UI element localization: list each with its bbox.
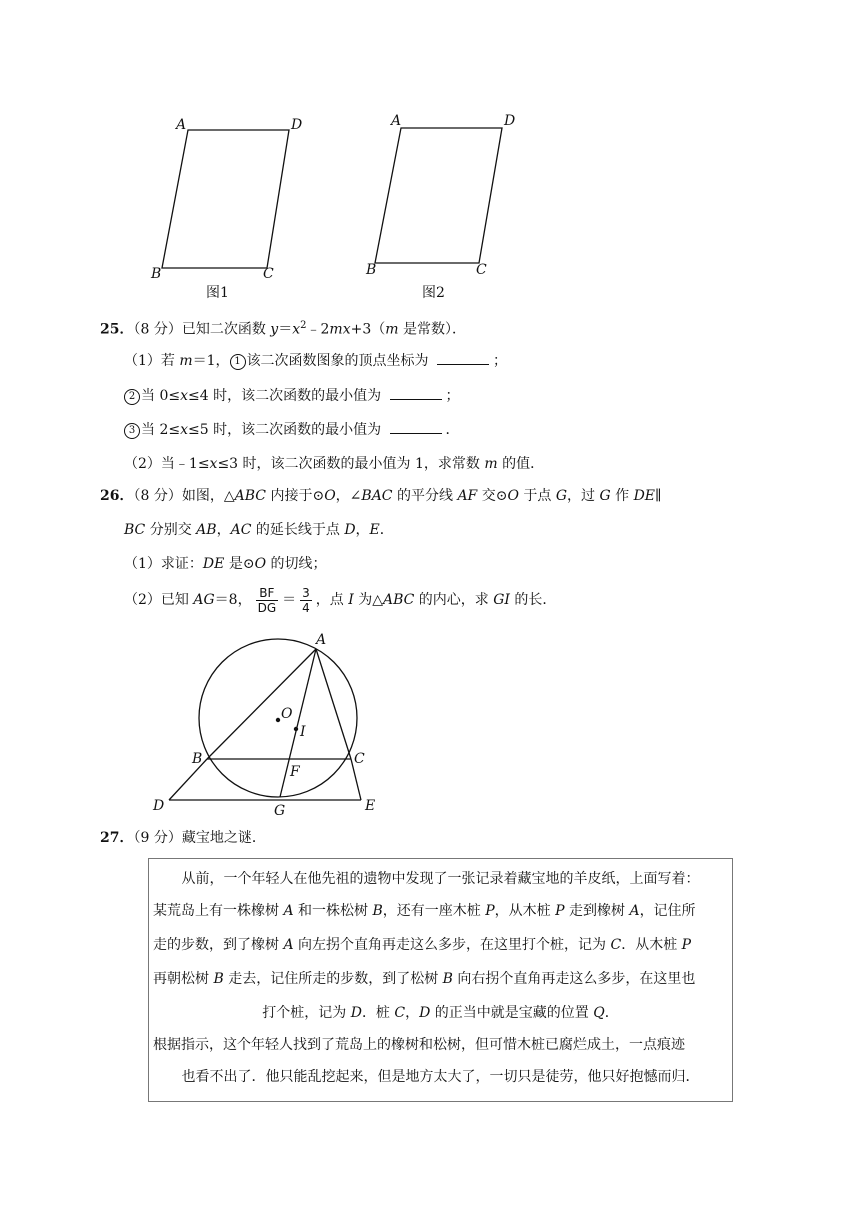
story-text: ．桩: [361, 1005, 395, 1021]
q26-score: （8 分）: [133, 488, 182, 504]
q25-p3-end: ．: [445, 422, 460, 438]
q26-var: G: [555, 488, 568, 504]
q26-var: BC: [124, 522, 146, 538]
q25-p1-text: 该二次函数图象的顶点坐标为: [246, 353, 434, 369]
fraction-numerator: BF: [256, 586, 279, 601]
q25-p1-var: m: [179, 353, 193, 369]
q25-exp: 2: [300, 320, 307, 331]
circle-triangle-figure: [145, 625, 395, 825]
circled-number-2: 2: [124, 389, 140, 405]
q26-text: 如图，△: [181, 488, 235, 504]
circled-number-3: 3: [124, 423, 140, 439]
q25-score: （8 分）: [133, 321, 182, 338]
q26-p2-var: GI: [493, 592, 510, 608]
q27-stem: [100, 828, 266, 848]
fraction-numerator: 3: [302, 585, 310, 600]
story-var: D: [419, 1005, 431, 1021]
q26-text: 于点: [518, 488, 556, 504]
fig2-caption: 图2: [422, 285, 445, 301]
fraction-bf-dg: [256, 586, 279, 615]
story-var: A: [629, 903, 640, 919]
fraction-denominator: DG: [257, 600, 277, 615]
q27-title: 藏宝地之谜．: [181, 830, 266, 846]
story-box: [148, 858, 733, 1102]
q25-p1-text: （1）若: [124, 353, 180, 369]
q26-p1-var: DE: [202, 556, 225, 572]
story-var: A: [283, 903, 294, 919]
answer-blank[interactable]: [437, 352, 489, 365]
fig3-label-o: O: [281, 706, 293, 722]
story-text: ，从木桩: [494, 903, 556, 919]
story-text: ．: [604, 1005, 619, 1021]
q26-var: AF: [457, 488, 478, 504]
fraction-denominator: 4: [302, 600, 310, 615]
q26-p2-text: ＝8，: [214, 592, 252, 608]
q25-var: m: [385, 321, 399, 338]
fraction-3-4: [300, 586, 312, 615]
q26-text: ，过: [567, 488, 600, 504]
q26-text: 作: [610, 488, 634, 504]
q25-part1: [124, 351, 507, 371]
story-text: 和一株松树: [293, 903, 373, 919]
story-text: 走去，记住所走的步数，到了松树: [223, 971, 443, 987]
fig3-label-d: D: [153, 798, 165, 814]
story-line-1: [149, 869, 732, 889]
fig3-label-i: I: [300, 724, 306, 740]
q26-text: ∥: [655, 488, 662, 504]
q26-p2-text: 的内心，求: [414, 592, 494, 608]
q26-p2-text: 为△: [353, 592, 383, 608]
story-text: ，: [405, 1005, 420, 1021]
q26-number: 26．: [100, 488, 134, 504]
q26-text: 交⊙: [477, 488, 508, 504]
story-text: ．从木桩: [621, 937, 682, 953]
story-var: P: [681, 937, 692, 953]
q25-p4-text: ≤3 时，该二次函数的最小值为 1，求常数: [217, 456, 485, 472]
q25-number: 25．: [100, 321, 134, 338]
story-var: P: [485, 903, 495, 919]
story-text: ，记住所: [639, 903, 696, 919]
q25-p4-var: m: [484, 456, 498, 472]
story-line-2: [149, 901, 736, 921]
q27-score: （9 分）: [133, 830, 182, 846]
q25-p4-var: x: [209, 456, 218, 472]
story-line-3: [149, 935, 736, 955]
story-var: B: [213, 971, 224, 987]
q26-part2: [124, 585, 556, 615]
q25-p3-var: x: [180, 422, 188, 438]
q26-p2-var: I: [348, 592, 354, 608]
q25-p2-end: ；: [445, 388, 460, 404]
q26-text: ，: [216, 522, 231, 538]
q25-tail: 是常数）．: [398, 321, 466, 338]
fig2-label-a: A: [391, 113, 402, 129]
q25-var: x: [292, 321, 301, 338]
q25-var: y: [270, 321, 279, 338]
q26-p2-text: （2）已知: [124, 592, 194, 608]
story-var: B: [442, 971, 453, 987]
fig1-label-c: C: [263, 266, 274, 282]
story-text: 走到橡树: [564, 903, 630, 919]
figure-1: [162, 130, 289, 268]
fig3-label-e: E: [365, 798, 376, 814]
point-o: [276, 718, 280, 722]
story-line-7: [149, 1067, 732, 1087]
q26-text: 分别交: [145, 522, 197, 538]
q26-var: DE: [633, 488, 656, 504]
q26-p2-var: ABC: [382, 592, 415, 608]
q26-p1-text: （1）求证：: [124, 556, 203, 572]
fig1-label-d: D: [291, 117, 303, 133]
story-line-6: [149, 1035, 736, 1055]
q25-part1-sub2: [124, 386, 460, 406]
story-text: 从前，一个年轻人在他先祖的遗物中发现了一张记录着藏宝地的羊皮纸，上面写着：: [181, 871, 700, 887]
q26-p2-text: ，点: [315, 592, 349, 608]
figure-2: [375, 128, 502, 263]
fig1-label-b: B: [151, 266, 162, 282]
story-var: A: [283, 937, 294, 953]
point-i: [294, 727, 298, 731]
fig2-label-d: D: [504, 113, 516, 129]
q25-p1-end: ；: [493, 353, 508, 369]
q26-text: 的延长线于点: [251, 522, 345, 538]
q25-p2-text: 当 0≤: [141, 388, 181, 404]
q25-p3-text: ≤5 时，该二次函数的最小值为: [188, 422, 386, 438]
q26-text: ，∠: [335, 488, 362, 504]
q26-p2-text: 的长．: [509, 592, 557, 608]
q26-p1-text: 的切线；: [266, 556, 327, 572]
story-var: C: [394, 1005, 406, 1021]
q26-text: ．: [379, 522, 394, 538]
q26-text: 的平分线: [392, 488, 458, 504]
circled-number-1: 1: [230, 354, 246, 370]
segment-ac: [316, 649, 351, 759]
q25-p4-text: （2）当﹣1≤: [124, 456, 210, 472]
q25-p3-text: 当 2≤: [141, 422, 181, 438]
q27-number: 27．: [100, 830, 134, 846]
story-text: 走的步数，到了橡树: [153, 937, 284, 953]
fig3-label-b: B: [192, 751, 203, 767]
q25-part1-sub3: [124, 420, 460, 440]
q25-p2-var: x: [180, 388, 188, 404]
q26-part1: [124, 554, 327, 574]
q25-p1-text: ＝1，: [192, 353, 230, 369]
story-text: 的正当中就是宝藏的位置: [430, 1005, 594, 1021]
q26-var: ABC: [234, 488, 266, 504]
segment-ab: [207, 649, 316, 759]
q26-stem-line1: [100, 486, 662, 506]
story-line-5: [149, 1003, 732, 1023]
q26-var: O: [324, 488, 336, 504]
fig1-caption: 图1: [206, 285, 229, 301]
q25-term: +3（: [350, 321, 386, 338]
answer-blank[interactable]: [390, 387, 442, 400]
q25-p4-text: 的值．: [497, 456, 545, 472]
fig2-label-b: B: [366, 262, 377, 278]
fig3-label-c: C: [354, 751, 365, 767]
q25-p2-text: ≤4 时，该二次函数的最小值为: [188, 388, 386, 404]
q25-part2: [124, 454, 544, 474]
q25-stem-text: 已知二次函数: [181, 321, 271, 338]
story-line-4: [149, 969, 736, 989]
q26-var: AC: [230, 522, 252, 538]
story-text: 某荒岛上有一株橡树: [153, 903, 284, 919]
answer-blank[interactable]: [390, 421, 442, 434]
story-text: 也看不出了．他只能乱挖起来，但是地方太大了，一切只是徒劳，他只好抱憾而归．: [181, 1069, 700, 1085]
q26-text: ，: [355, 522, 370, 538]
q26-stem-line2: [124, 520, 394, 540]
q26-var: D: [344, 522, 356, 538]
fig3-label-g: G: [274, 803, 286, 819]
q26-p2-eq: ＝: [282, 592, 297, 608]
story-text: 根据指示，这个年轻人找到了荒岛上的橡树和松树，但可惜木桩已腐烂成土，一点痕迹: [153, 1037, 685, 1053]
parallelogram-figures: [140, 105, 530, 305]
story-var: C: [610, 937, 622, 953]
story-var: D: [350, 1005, 362, 1021]
q26-p1-var: O: [254, 556, 267, 572]
story-var: B: [372, 903, 383, 919]
q25-term: ﹣2: [306, 321, 330, 338]
q25-stem: [100, 316, 466, 340]
q26-p2-var: AG: [193, 592, 215, 608]
story-text: ，还有一座木桩: [382, 903, 486, 919]
story-text: 打个桩，记为: [262, 1005, 351, 1021]
q26-p1-text: 是⊙: [224, 556, 255, 572]
story-text: 向左拐个直角再走这么多步，在这里打个桩，记为: [293, 937, 611, 953]
q25-eq: ＝: [278, 321, 293, 338]
fig3-label-a: A: [316, 632, 327, 648]
q26-var: G: [599, 488, 611, 504]
story-var: Q: [593, 1005, 605, 1021]
q26-var: E: [369, 522, 380, 538]
q26-var: BAC: [361, 488, 393, 504]
story-text: 向右拐个直角再走这么多步，在这里也: [452, 971, 696, 987]
q26-text: 内接于⊙: [266, 488, 325, 504]
fig1-label-a: A: [176, 117, 187, 133]
q25-var: mx: [329, 321, 351, 338]
story-var: P: [555, 903, 565, 919]
q26-var: AB: [196, 522, 217, 538]
story-text: 再朝松树: [153, 971, 214, 987]
fig3-label-f: F: [290, 764, 300, 780]
fig2-label-c: C: [476, 262, 487, 278]
q26-var: O: [507, 488, 519, 504]
